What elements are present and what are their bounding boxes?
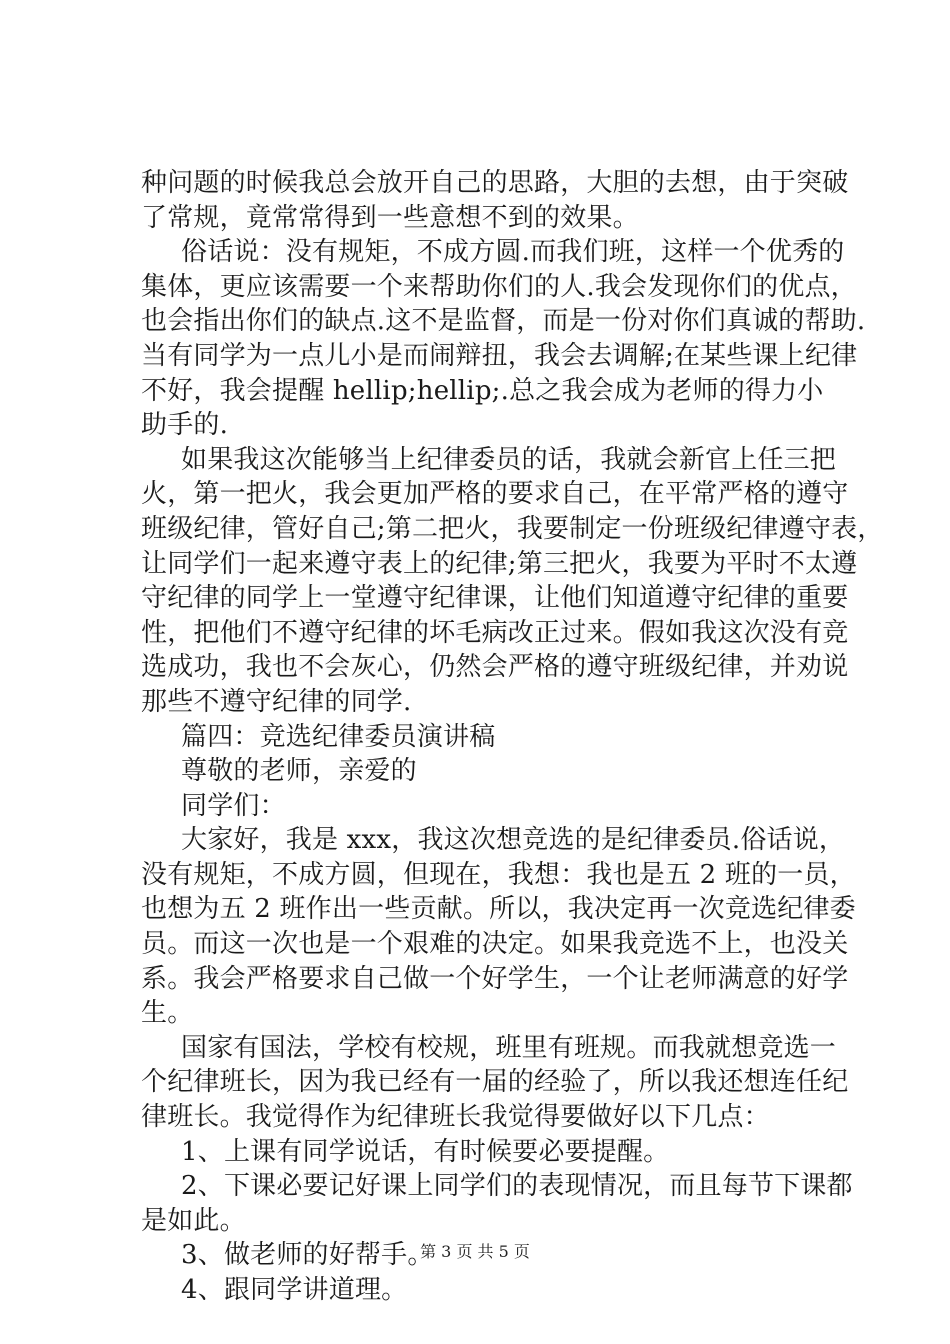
text-line: 生。 [141,998,194,1029]
text-line: 种问题的时候我总会放开自己的思路，大胆的去想，由于突破 [141,168,849,198]
text-line: 助手的. [141,410,229,441]
text-line: 篇四：竞选纪律委员演讲稿 [181,721,496,752]
text-line: 同学们： [181,790,286,821]
text-line: 火，第一把火，我会更加严格的要求自己，在平常严格的遵守 [141,479,849,510]
text-line: 如果我这次能够当上纪律委员的话，我就会新官上任三把 [181,444,837,475]
text-line: 3、做老师的好帮手。 [181,1240,434,1271]
text-line: 也会指出你们的缺点.这不是监督，而是一份对你们真诚的帮助. [141,306,866,337]
text-line: 员。而这一次也是一个艰难的决定。如果我竞选不上，也没关 [141,929,849,960]
document-body [141,166,884,1308]
text-line: 没有规矩，不成方圆，但现在，我想：我也是五 2 班的一员， [141,859,856,890]
text-line: 当有同学为一点儿小是而闹辩扭，我会去调解;在某些课上纪律 [141,340,858,371]
text-line: 守纪律的同学上一堂遵守纪律课，让他们知道遵守纪律的重要 [141,583,849,614]
text-line: 国家有国法，学校有校规，班里有班规。而我就想竞选一 [181,1032,837,1063]
text-line: 了常规，竟常常得到一些意想不到的效果。 [141,202,639,233]
text-line: 4、跟同学讲道理。 [181,1275,408,1305]
text-line: 2、下课必要记好课上同学们的表现情况，而且每节下课都 [181,1171,853,1202]
text-line: 班级纪律，管好自己;第二把火，我要制定一份班级纪律遵守表， [141,513,884,544]
text-line: 集体，更应该需要一个来帮助你们的人.我会发现你们的优点， [141,271,857,302]
text-line: 是如此。 [141,1205,246,1236]
text-line: 让同学们一起来遵守表上的纪律;第三把火，我要为平时不太遵 [141,548,858,579]
text-line: 1、上课有同学说话，有时候要必要提醒。 [181,1136,670,1167]
text-line: 俗话说：没有规矩，不成方圆.而我们班，这样一个优秀的 [181,237,845,268]
text-line: 律班长。我觉得作为纪律班长我觉得要做好以下几点： [141,1102,770,1133]
text-line: 个纪律班长，因为我已经有一届的经验了，所以我还想连任纪 [141,1067,849,1098]
page-number-footer: 第 3 页 共 5 页 [420,1242,530,1261]
text-line: 也想为五 2 班作出一些贡献。所以，我决定再一次竞选纪律委 [141,894,856,925]
text-line: 不好，我会提醒 hellip;hellip;.总之我会成为老师的得力小 [141,375,824,406]
text-line: 大家好，我是 xxx，我这次想竞选的是纪律委员.俗话说， [181,825,846,856]
text-line: 选成功，我也不会灰心，仍然会严格的遵守班级纪律，并劝说 [141,652,849,683]
text-line: 那些不遵守纪律的同学. [141,686,412,717]
text-line: 性，把他们不遵守纪律的坏毛病改正过来。假如我这次没有竞 [141,617,849,648]
text-line: 尊敬的老师，亲爱的 [181,756,417,787]
text-line: 系。我会严格要求自己做一个好学生，一个让老师满意的好学 [141,963,849,994]
